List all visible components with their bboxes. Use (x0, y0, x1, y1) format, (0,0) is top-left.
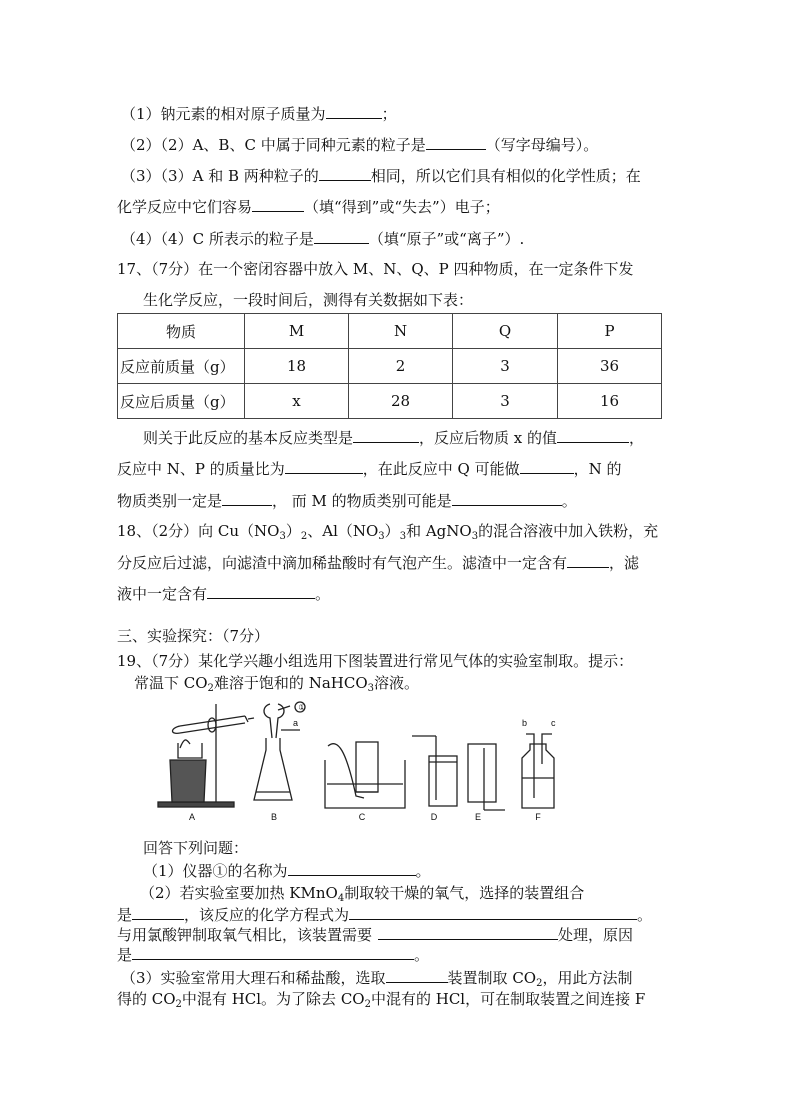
q17-line1: 则关于此反应的基本反应类型是 ，反应后物质 x 的值 ， (143, 429, 645, 447)
q19-part2-line3: 与用氯酸钾制取氧气相比，该装置需要 处理，原因 (117, 926, 634, 944)
answer-blank[interactable] (252, 196, 304, 212)
answer-blank[interactable] (426, 134, 486, 150)
answer-blank[interactable] (314, 228, 369, 244)
answer-blank[interactable] (222, 490, 272, 506)
table-cell: x (245, 384, 349, 419)
mass-data-table (117, 313, 662, 419)
q19-part2-line4: 是 。 (117, 946, 430, 964)
q19-part1: （1）仪器①的名称为 。 (143, 862, 431, 880)
q16-part4: （4）（4）C 所表示的粒子是 （填“原子”或“离子”）. (121, 230, 525, 248)
table-cell: 3 (453, 384, 558, 419)
table-cell: 36 (558, 349, 662, 384)
answer-blank[interactable] (386, 967, 448, 983)
table-cell: 2 (349, 349, 453, 384)
label-marker-c: c (551, 718, 556, 728)
section-title: 三、实验探究：（7分） (117, 627, 270, 645)
label-marker-b: b (522, 718, 528, 728)
table-cell: 反应前质量（g） (118, 349, 245, 384)
answer-blank[interactable] (353, 427, 419, 443)
answer-blank[interactable] (207, 583, 315, 599)
table-cell: 3 (453, 349, 558, 384)
apparatus-f (522, 734, 554, 808)
answer-blank[interactable] (132, 904, 184, 920)
q17-intro-cont: 生化学反应，一段时间后，测得有关数据如下表： (143, 291, 474, 309)
q19-part2-line2: 是 ，该反应的化学方程式为 。 (117, 906, 653, 924)
answer-blank[interactable] (132, 944, 414, 960)
answer-intro: 回答下列问题： (143, 839, 249, 857)
label-b: B (270, 812, 278, 822)
q17-line3: 物质类别一定是 ， 而 M 的物质类别可能是 。 (117, 492, 577, 510)
answer-blank[interactable] (326, 103, 382, 119)
q18-line2: 分反应后过滤，向滤渣中滴加稀盐酸时有气泡产生。滤渣中一定含有 ，滤 (117, 554, 640, 572)
answer-blank[interactable] (288, 860, 416, 876)
table-cell: 18 (245, 349, 349, 384)
table-cell: 反应后质量（g） (118, 384, 245, 419)
q18-line3: 液中一定含有 。 (117, 585, 331, 603)
q19-intro: 19、（7分）某化学兴趣小组选用下图装置进行常见气体的实验室制取。提示： (117, 652, 634, 670)
q16-part1: （1）钠元素的相对原子质量为 ； (121, 105, 397, 123)
q19-hint: 常温下 $CO_2$难溶于饱和的 NaHCO$_3$溶液。 (134, 674, 420, 694)
table-header-cell: Q (453, 314, 558, 349)
table-row (118, 349, 662, 384)
answer-blank[interactable] (557, 427, 629, 443)
answer-blank[interactable] (319, 165, 371, 181)
label-c: C (358, 812, 366, 822)
q16-part2: （2）（2）A、B、C 中属于同种元素的粒子是 （写字母编号）。 (121, 136, 599, 154)
table-header-cell: N (349, 314, 453, 349)
answer-blank[interactable] (567, 552, 609, 568)
answer-blank[interactable] (452, 490, 562, 506)
apparatus-c (325, 742, 405, 808)
q17-intro: 17、（7分）在一个密闭容器中放入 M、N、Q、P 四种物质，在一定条件下发 (117, 260, 634, 278)
label-a: A (188, 812, 196, 822)
answer-blank[interactable] (349, 904, 637, 920)
apparatus-figure (150, 698, 570, 828)
q19-part2: （2）若实验室要加热 KMnO$_4$制取较干燥的氧气，选择的装置组合 (140, 884, 585, 904)
label-d: D (430, 812, 438, 822)
label-marker-1: ① (298, 703, 306, 712)
table-header-cell: P (558, 314, 662, 349)
q19-part3: （3）实验室常用大理石和稀盐酸，选取 装置制取 $CO_2$，用此方法制 (121, 969, 633, 989)
table-row (118, 384, 662, 419)
q18-line1: 18、（2分）向 $Cu(NO_3)_2$、$Al(NO_3)_3$和 AgNO$_3$的混合溶液中加入铁粉，充 (117, 522, 659, 542)
q19-part3-line2: 得的 $CO_2$中混有 HCl。为了除去 $CO_2$中混有的 HCl，可在制取装置之间连接 F (117, 990, 646, 1010)
apparatus-d (412, 736, 457, 806)
table-cell: 28 (349, 384, 453, 419)
label-f: F (535, 812, 541, 822)
apparatus-b (254, 702, 305, 800)
table-header-row (118, 314, 662, 349)
q16-part3: （3）（3）A 和 B 两种粒子的 相同，所以它们具有相似的化学性质；在 (121, 167, 641, 185)
table-cell: 16 (558, 384, 662, 419)
answer-blank[interactable] (378, 924, 558, 940)
apparatus-a (158, 704, 254, 807)
q16-part3-cont: 化学反应中它们容易 （填“得到”或“失去”）电子； (117, 198, 500, 216)
table-header-cell: 物质 (118, 314, 245, 349)
answer-blank[interactable] (520, 458, 574, 474)
label-e: E (474, 812, 482, 822)
q17-line2: 反应中 N、P 的质量比为 ，在此反应中 Q 可能做 ，N 的 (117, 460, 622, 478)
table-header-cell: M (245, 314, 349, 349)
apparatus-e (468, 744, 505, 810)
answer-blank[interactable] (285, 458, 363, 474)
label-marker-a: a (293, 718, 299, 728)
